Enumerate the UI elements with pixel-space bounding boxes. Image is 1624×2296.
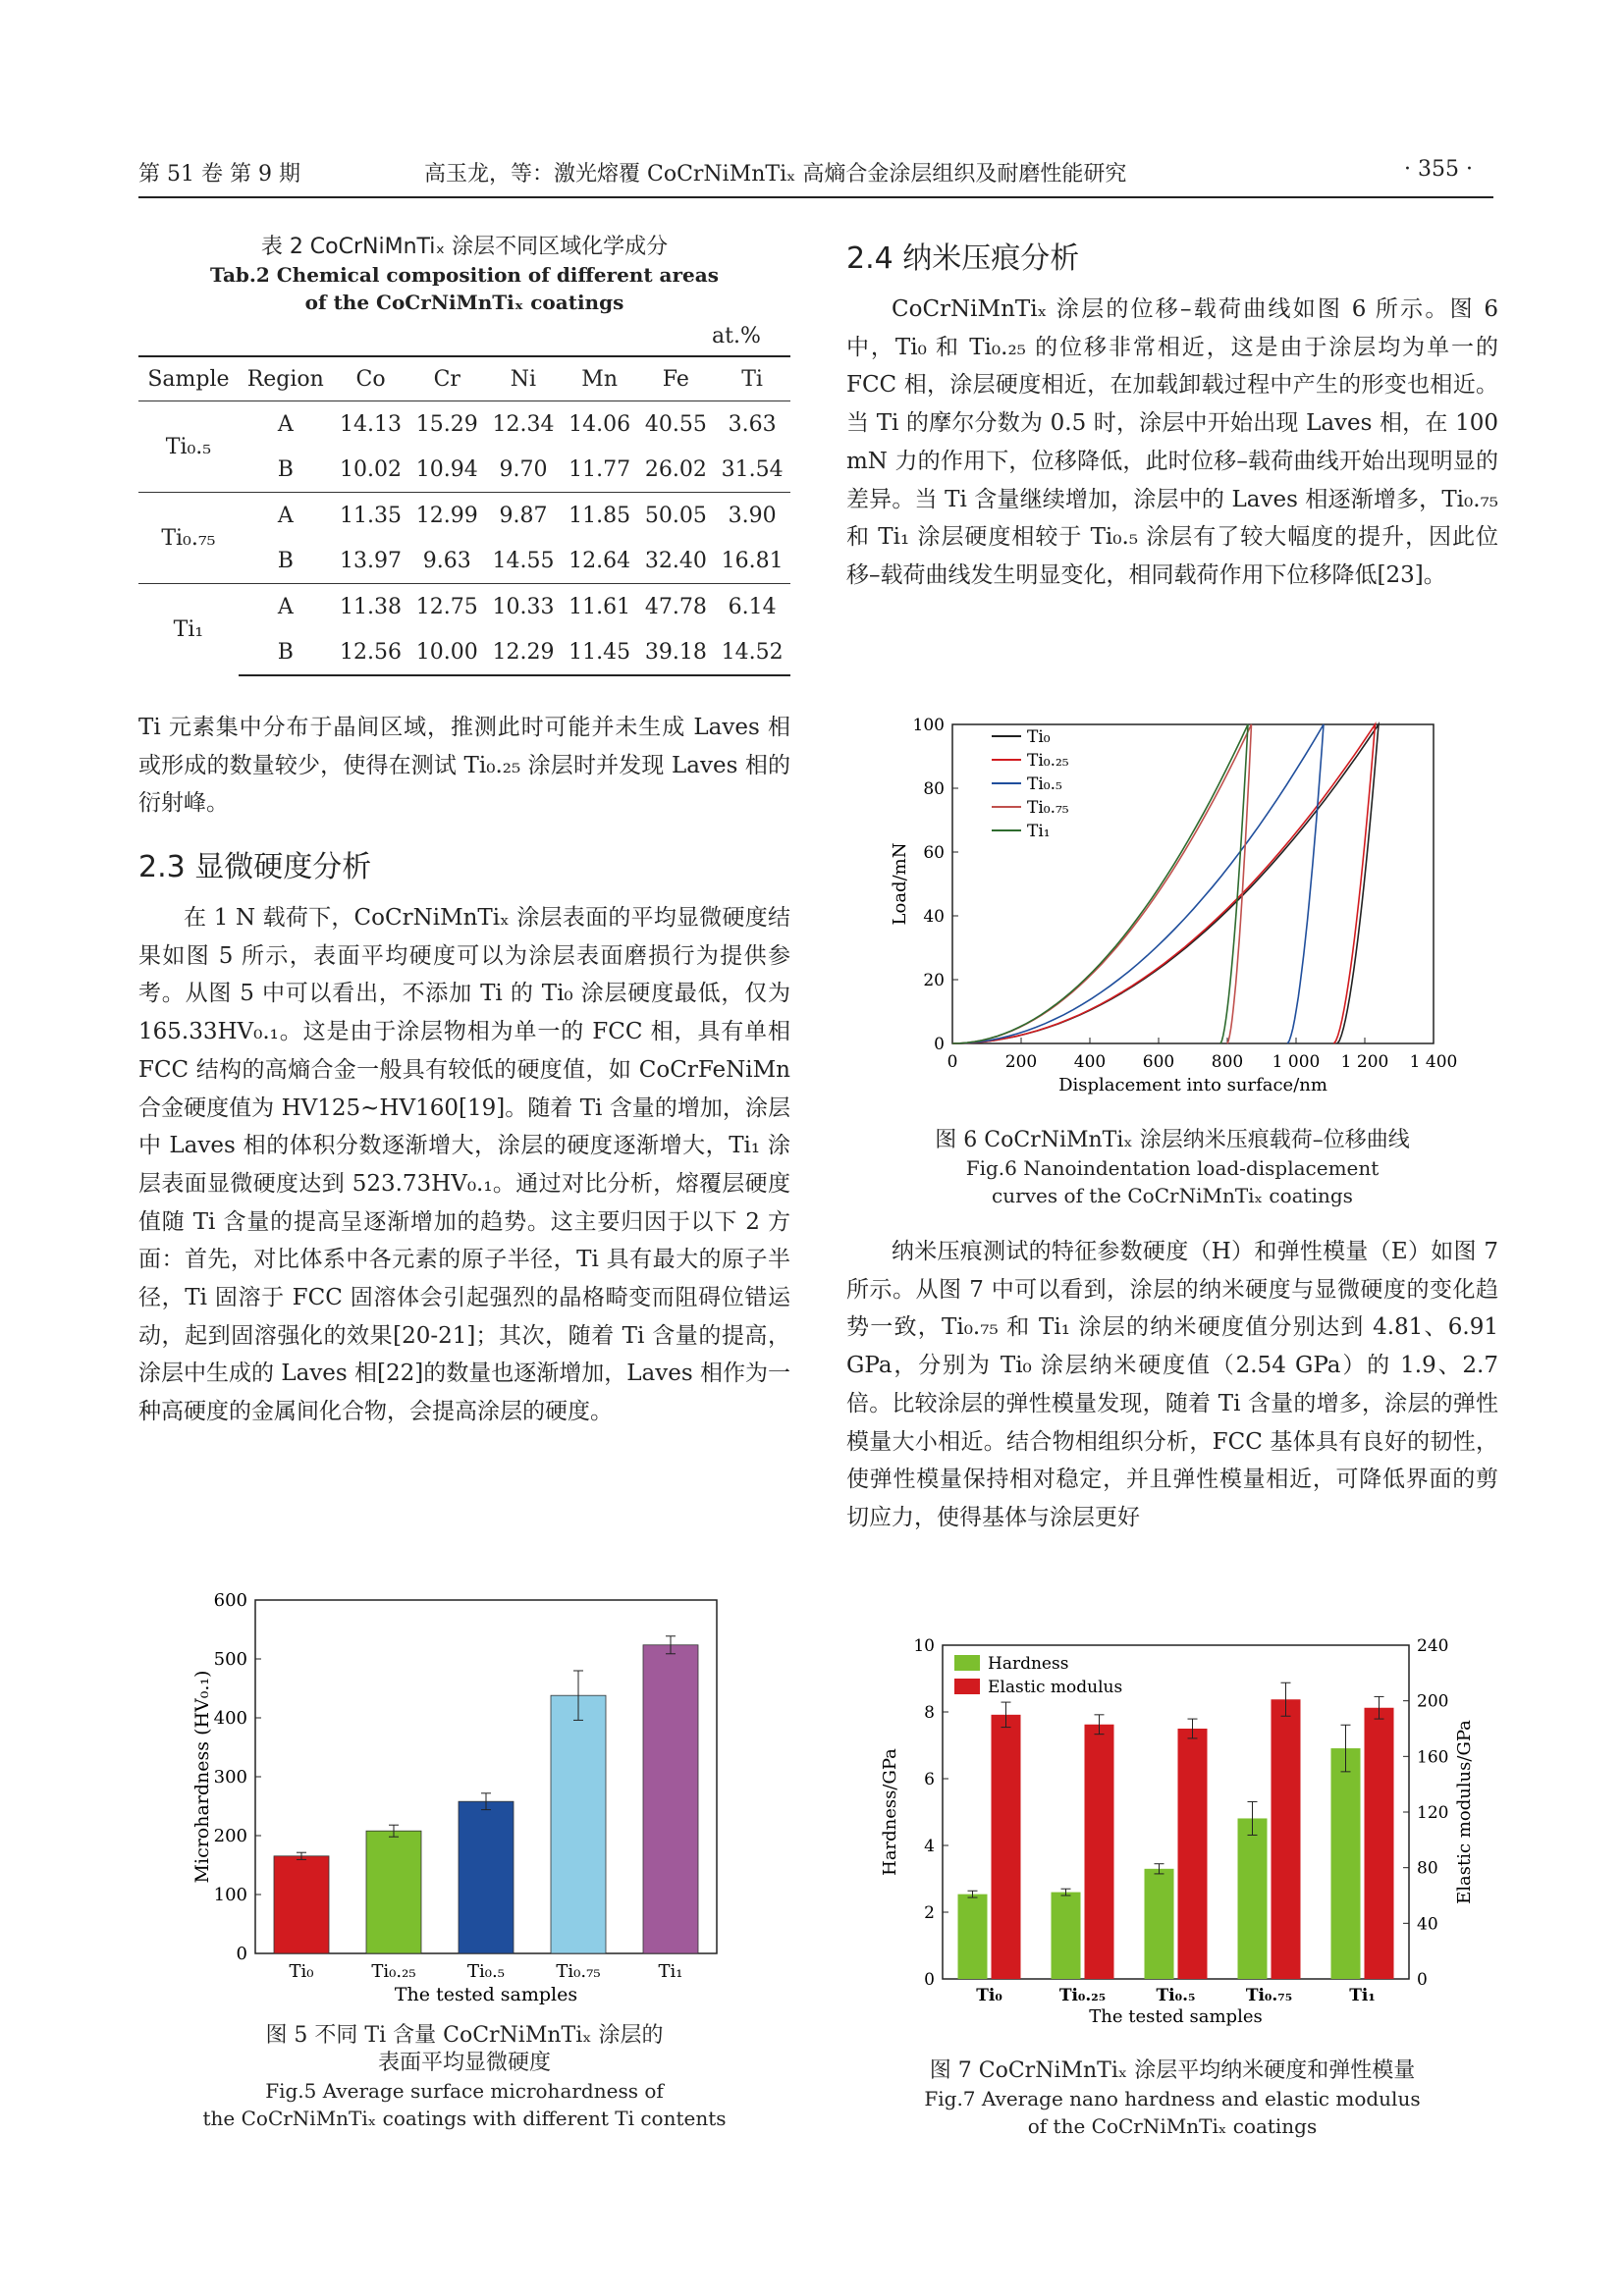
fig7-legend-swatch (954, 1655, 980, 1671)
fig6-x-tick-label: 1 200 (1340, 1052, 1389, 1072)
fig7-x-tick-label: Ti₀.₇₅ (1245, 1986, 1293, 2005)
section-2-3-body (138, 899, 790, 1431)
fig7-right-tick-label: 120 (1417, 1803, 1449, 1823)
fig7-x-tick-label: Ti₀.₅ (1156, 1986, 1196, 2005)
table2-value-cell: 50.05 (638, 493, 715, 539)
section-2-4-heading: 2.4 纳米压痕分析 (846, 241, 1080, 276)
fig6-x-tick-label: 1 400 (1409, 1052, 1458, 1072)
fig7-x-tick-label: Ti₀ (976, 1986, 1002, 2005)
table2-value-cell: 40.55 (638, 401, 715, 448)
fig5-y-tick-label: 100 (213, 1885, 247, 1905)
table2-value-cell: 32.40 (644, 548, 707, 573)
table2-value-cell: 11.35 (333, 493, 409, 539)
fig7-bar (1178, 1729, 1208, 1979)
fig6-y-tick-label: 40 (923, 907, 945, 927)
fig6-x-tick-label: 400 (1073, 1052, 1107, 1072)
fig6-y-tick-label: 80 (923, 779, 945, 799)
fig6-series-line (952, 724, 1324, 1043)
table2-value-cell: 31.54 (721, 456, 784, 482)
fig7-right-tick-label: 80 (1417, 1858, 1438, 1879)
fig5-caption-cn-2: 表面平均显微硬度 (377, 2051, 551, 2075)
section-2-3-heading: 2.3 显微硬度分析 (138, 850, 372, 884)
fig5-x-tick-label: Ti₀.₇₅ (556, 1961, 601, 1982)
fig5-caption-cn-1: 图 5 不同 Ti 含量 CoCrNiMnTiₓ 涂层的 (265, 2023, 664, 2048)
fig5-bar (366, 1831, 421, 1953)
fig5-bar (459, 1801, 514, 1953)
table2-row (138, 584, 790, 630)
fig7-left-tick-label: 2 (924, 1903, 935, 1923)
fig7-left-axis-label: Hardness/GPa (880, 1748, 900, 1876)
table2-value-cell: 10.94 (415, 456, 478, 482)
running-header-volume: 第 51 卷 第 9 期 (138, 162, 300, 187)
section-2-4-paragraph: CoCrNiMnTiₓ 涂层的位移–载荷曲线如图 6 所示。图 6 中，Ti₀ 和 Ti₀.₂₅ 的位移非常相近，这是由于涂层均为单一的 FCC 相，涂层硬度相近，在加载卸载过程中产生的形变也相近。当 Ti 的摩尔分数为 0.5 时，涂层中开始出现 Laves 相，在 100 mN 力的作用下，位移降低，此时位移–载荷曲线开始出现明显的差异。当 Ti 含量继续增加，涂层中的 Laves 相逐渐增多，Ti₀.₇₅ 和 Ti₁ 涂层硬度相较于 Ti₀.₅ 涂层有了较大幅度的提升，因此位移–载荷曲线发生明显变化，相同载荷作用下位移降低[23]。 (846, 296, 1498, 588)
running-header-title: 高玉龙，等：激光熔覆 CoCrNiMnTiₓ 高熵合金涂层组织及耐磨性能研究 (424, 162, 1127, 187)
fig5-y-axis-label: Microhardness (HV₀.₁) (191, 1670, 213, 1884)
fig7-right-tick-label: 40 (1417, 1914, 1438, 1935)
fig7-left-tick-label: 6 (924, 1770, 935, 1789)
fig5-y-tick-label: 0 (236, 1944, 247, 1964)
table2-value-cell: 12.99 (408, 493, 485, 539)
fig7-left-tick-label: 4 (924, 1837, 935, 1856)
fig5-x-tick-label: Ti₀.₂₅ (371, 1961, 416, 1982)
table2-sample-cell: Ti₀.₇₅ (138, 493, 239, 584)
table2-value-cell: 13.97 (340, 548, 403, 573)
fig5-y-tick-label: 600 (213, 1590, 247, 1611)
fig7-left-tick-label: 10 (913, 1636, 935, 1656)
fig6-x-tick-label: 800 (1211, 1052, 1244, 1072)
fig6-legend-label: Ti₀.₅ (1027, 774, 1062, 794)
fig5-bar (643, 1645, 698, 1953)
table2-value-cell: 12.56 (333, 629, 409, 675)
table2-value-cell: 10.00 (408, 629, 485, 675)
left-para-top: Ti 元素集中分布于晶间区域，推测此时可能并未生成 Laves 相或形成的数量较少，使得在测试 Ti₀.₂₅ 涂层时并发现 Laves 相的衍射峰。 (138, 715, 790, 817)
fig7-right-axis-label: Elastic modulus/GPa (1454, 1720, 1475, 1904)
fig7-caption (846, 2057, 1498, 2140)
fig7-left-tick-label: 8 (924, 1703, 935, 1723)
table2-value-cell: 12.34 (485, 401, 562, 448)
table2-region-cell: B (277, 548, 294, 573)
fig7-bar (992, 1715, 1021, 1979)
table2-region-cell: A (239, 401, 333, 448)
fig7-caption-cn: 图 7 CoCrNiMnTiₓ 涂层平均纳米硬度和弹性模量 (929, 2058, 1416, 2083)
table2-header-cell: Fe (638, 356, 715, 401)
table2-region-cell: A (239, 493, 333, 539)
table2-header-cell: Mn (562, 356, 638, 401)
table2-value-cell: 12.64 (568, 548, 631, 573)
table2-caption (138, 234, 790, 316)
fig7-legend-label: Hardness (988, 1654, 1069, 1674)
fig6-x-tick-label: 0 (947, 1052, 958, 1072)
fig6-caption-en-2: curves of the CoCrNiMnTiₓ coatings (992, 1184, 1353, 1207)
fig7-discussion: 纳米压痕测试的特征参数硬度（H）和弹性模量（E）如图 7 所示。从图 7 中可以看到，涂层的纳米硬度与显微硬度的变化趋势一致，Ti₀.₇₅ 和 Ti₁ 涂层的纳米硬度值分别达到 4.81、6.91 GPa，分别为 Ti₀ 涂层纳米硬度值（2.54 GPa）的 1.9、2.7 倍。比较涂层的弹性模量发现，随着 Ti 含量的增多，涂层的弹性模量大小相近。结合物相组织分析，FCC 基体具有良好的韧性，使弹性模量保持相对稳定，并且弹性模量相近，可降低界面的剪切应力，使得基体与涂层更好 (846, 1239, 1498, 1530)
fig5-y-tick-label: 300 (213, 1767, 247, 1788)
fig6-y-axis-label: Load/mN (890, 842, 910, 926)
fig6-caption-en-1: Fig.6 Nanoindentation load-displacement (965, 1156, 1380, 1180)
fig5-chart (187, 1580, 736, 2012)
fig5-x-tick-label: Ti₀ (289, 1961, 314, 1982)
fig7-bar (1272, 1699, 1301, 1979)
fig7-bar (1052, 1893, 1081, 1979)
table2-title-en-2: of the CoCrNiMnTiₓ coatings (304, 291, 624, 314)
fig6-x-axis-label: Displacement into surface/nm (1058, 1075, 1327, 1095)
fig5-x-tick-label: Ti₁ (658, 1961, 683, 1982)
table2-value-cell: 10.02 (340, 456, 403, 482)
table2-value-cell: 6.14 (714, 584, 790, 630)
fig7-chart (874, 1629, 1483, 2042)
table2-value-cell: 16.81 (721, 548, 784, 573)
fig5-y-tick-label: 200 (213, 1826, 247, 1846)
table2-value-cell: 9.70 (499, 456, 548, 482)
table2-value-cell: 11.61 (562, 584, 638, 630)
fig7-right-tick-label: 200 (1417, 1691, 1449, 1712)
table2-value-cell: 10.33 (485, 584, 562, 630)
fig5-bar (551, 1695, 606, 1953)
left-para-top-block (138, 709, 790, 823)
table2-value-cell: 14.52 (714, 629, 790, 675)
table2-region-cell: B (277, 456, 294, 482)
table2-value-cell: 11.77 (568, 456, 631, 482)
fig7-discussion-block (846, 1233, 1498, 1537)
table2-value-cell: 9.87 (485, 493, 562, 539)
table2-value-cell: 11.38 (333, 584, 409, 630)
fig6-caption (846, 1127, 1498, 1209)
fig5-x-axis-label: The tested samples (394, 1984, 578, 2005)
table2-value-cell: 14.06 (562, 401, 638, 448)
table2-value-cell: 11.45 (562, 629, 638, 675)
fig5-caption-en-1: Fig.5 Average surface microhardness of (265, 2079, 664, 2103)
section-2-4-body (846, 291, 1498, 595)
fig5-caption (138, 2022, 790, 2132)
fig5-bar (274, 1856, 329, 1953)
table2-value-cell: 9.63 (422, 548, 471, 573)
table2 (138, 355, 790, 676)
table2-unit: at.% (712, 324, 761, 348)
table2-value-cell: 14.55 (492, 548, 555, 573)
fig6-x-tick-label: 600 (1142, 1052, 1175, 1072)
table2-header-cell: Region (239, 356, 333, 401)
header-rule (138, 196, 1493, 198)
fig6-caption-cn: 图 6 CoCrNiMnTiₓ 涂层纳米压痕载荷–位移曲线 (935, 1128, 1410, 1152)
fig6-legend-label: Ti₀.₇₅ (1027, 798, 1069, 818)
fig7-bar (1145, 1869, 1174, 1979)
page-number: · 355 · (1404, 157, 1473, 182)
fig7-right-tick-label: 240 (1417, 1636, 1449, 1656)
fig6-y-tick-label: 20 (923, 971, 945, 990)
fig6-series-line (952, 724, 1379, 1043)
table2-header-cell: Cr (408, 356, 485, 401)
table2-sample-cell: Ti₀.₅ (138, 401, 239, 493)
fig7-right-tick-label: 160 (1417, 1747, 1449, 1768)
fig5-y-tick-label: 400 (213, 1708, 247, 1729)
table2-header-cell: Co (333, 356, 409, 401)
table2-value-cell: 39.18 (638, 629, 715, 675)
table2-value-cell: 14.13 (333, 401, 409, 448)
table2-row (138, 401, 790, 448)
fig7-bar (1085, 1725, 1114, 1979)
table2-value-cell: 3.63 (714, 401, 790, 448)
table2-sample-cell: Ti₁ (138, 584, 239, 676)
fig6-x-tick-label: 1 000 (1272, 1052, 1321, 1072)
fig6-x-tick-label: 200 (1004, 1052, 1038, 1072)
fig6-legend-label: Ti₀.₂₅ (1027, 751, 1069, 771)
fig7-x-axis-label: The tested samples (1089, 2006, 1263, 2027)
fig6-legend-label: Ti₁ (1027, 822, 1051, 841)
fig6-legend-label: Ti₀ (1027, 727, 1051, 747)
table2-header-cell: Ni (485, 356, 562, 401)
fig6-series-line (952, 724, 1252, 1043)
table2-value-cell: 12.29 (485, 629, 562, 675)
table2-value-cell: 47.78 (638, 584, 715, 630)
fig6-chart (884, 705, 1473, 1117)
fig5-y-tick-label: 500 (213, 1649, 247, 1670)
table2-value-cell: 12.75 (408, 584, 485, 630)
table2-header-cell: Ti (714, 356, 790, 401)
table2-value-cell: 3.90 (714, 493, 790, 539)
fig7-right-tick-label: 0 (1417, 1970, 1428, 1990)
table2-region-cell: B (239, 629, 333, 675)
fig7-bar (1331, 1748, 1361, 1979)
fig7-bar (1365, 1708, 1394, 1979)
fig7-x-tick-label: Ti₁ (1349, 1986, 1376, 2005)
fig6-series-line (952, 724, 1248, 1043)
fig5-caption-en-2: the CoCrNiMnTiₓ coatings with different Ti contents (202, 2107, 727, 2130)
fig7-left-tick-label: 0 (924, 1970, 935, 1990)
table2-value-cell: 15.29 (408, 401, 485, 448)
section-2-3-paragraph: 在 1 N 载荷下，CoCrNiMnTiₓ 涂层表面的平均显微硬度结果如图 5 所示，表面平均硬度可以为涂层表面磨损行为提供参考。从图 5 中可以看出，不添加 Ti 的 Ti₀ 涂层硬度最低，仅为 165.33HV₀.₁。这是由于涂层物相为单一的 FCC 相，具有单相 FCC 结构的高熵合金一般具有较低的硬度值，如 CoCrFeNiMn 合金硬度值为 HV125~HV160[19]。随着 Ti 含量的增加，涂层中 Laves 相的体积分数逐渐增大，涂层的硬度逐渐增大，Ti₁ 涂层表面显微硬度达到 523.73HV₀.₁。通过对比分析，熔覆层硬度值随 Ti 含量的提高呈逐渐增加的趋势。这主要归因于以下 2 方面：首先，对比体系中各元素的原子半径，Ti 具有最大的原子半径，Ti 固溶于 FCC 固溶体会引起强烈的晶格畸变而阻碍位错运动，起到固溶强化的效果[20-21]；其次，随着 Ti 含量的提高，涂层中生成的 Laves 相[22]的数量也逐渐增加，Laves 相作为一种高硬度的金属间化合物，会提高涂层的硬度。 (138, 905, 790, 1425)
table2-row (138, 493, 790, 539)
fig6-y-tick-label: 0 (934, 1035, 945, 1054)
fig7-bar (1238, 1818, 1268, 1979)
fig7-bar (958, 1895, 988, 1979)
fig7-legend-label: Elastic modulus (988, 1678, 1123, 1697)
table2-title-cn: 表 2 CoCrNiMnTiₓ 涂层不同区域化学成分 (260, 235, 669, 259)
fig7-x-tick-label: Ti₀.₂₅ (1058, 1986, 1107, 2005)
table2-value-cell: 26.02 (644, 456, 707, 482)
fig7-caption-en-2: of the CoCrNiMnTiₓ coatings (1027, 2114, 1318, 2138)
table2-title-en-1: Tab.2 Chemical composition of different areas (209, 263, 719, 287)
fig6-y-tick-label: 100 (912, 716, 945, 735)
table2-header-cell: Sample (138, 356, 239, 401)
fig7-caption-en-1: Fig.7 Average nano hardness and elastic modulus (924, 2087, 1421, 2110)
table2-region-cell: A (239, 584, 333, 630)
fig5-x-tick-label: Ti₀.₅ (467, 1961, 505, 1982)
fig6-y-tick-label: 60 (923, 843, 945, 863)
fig7-legend-swatch (954, 1679, 980, 1694)
table2-value-cell: 11.85 (562, 493, 638, 539)
